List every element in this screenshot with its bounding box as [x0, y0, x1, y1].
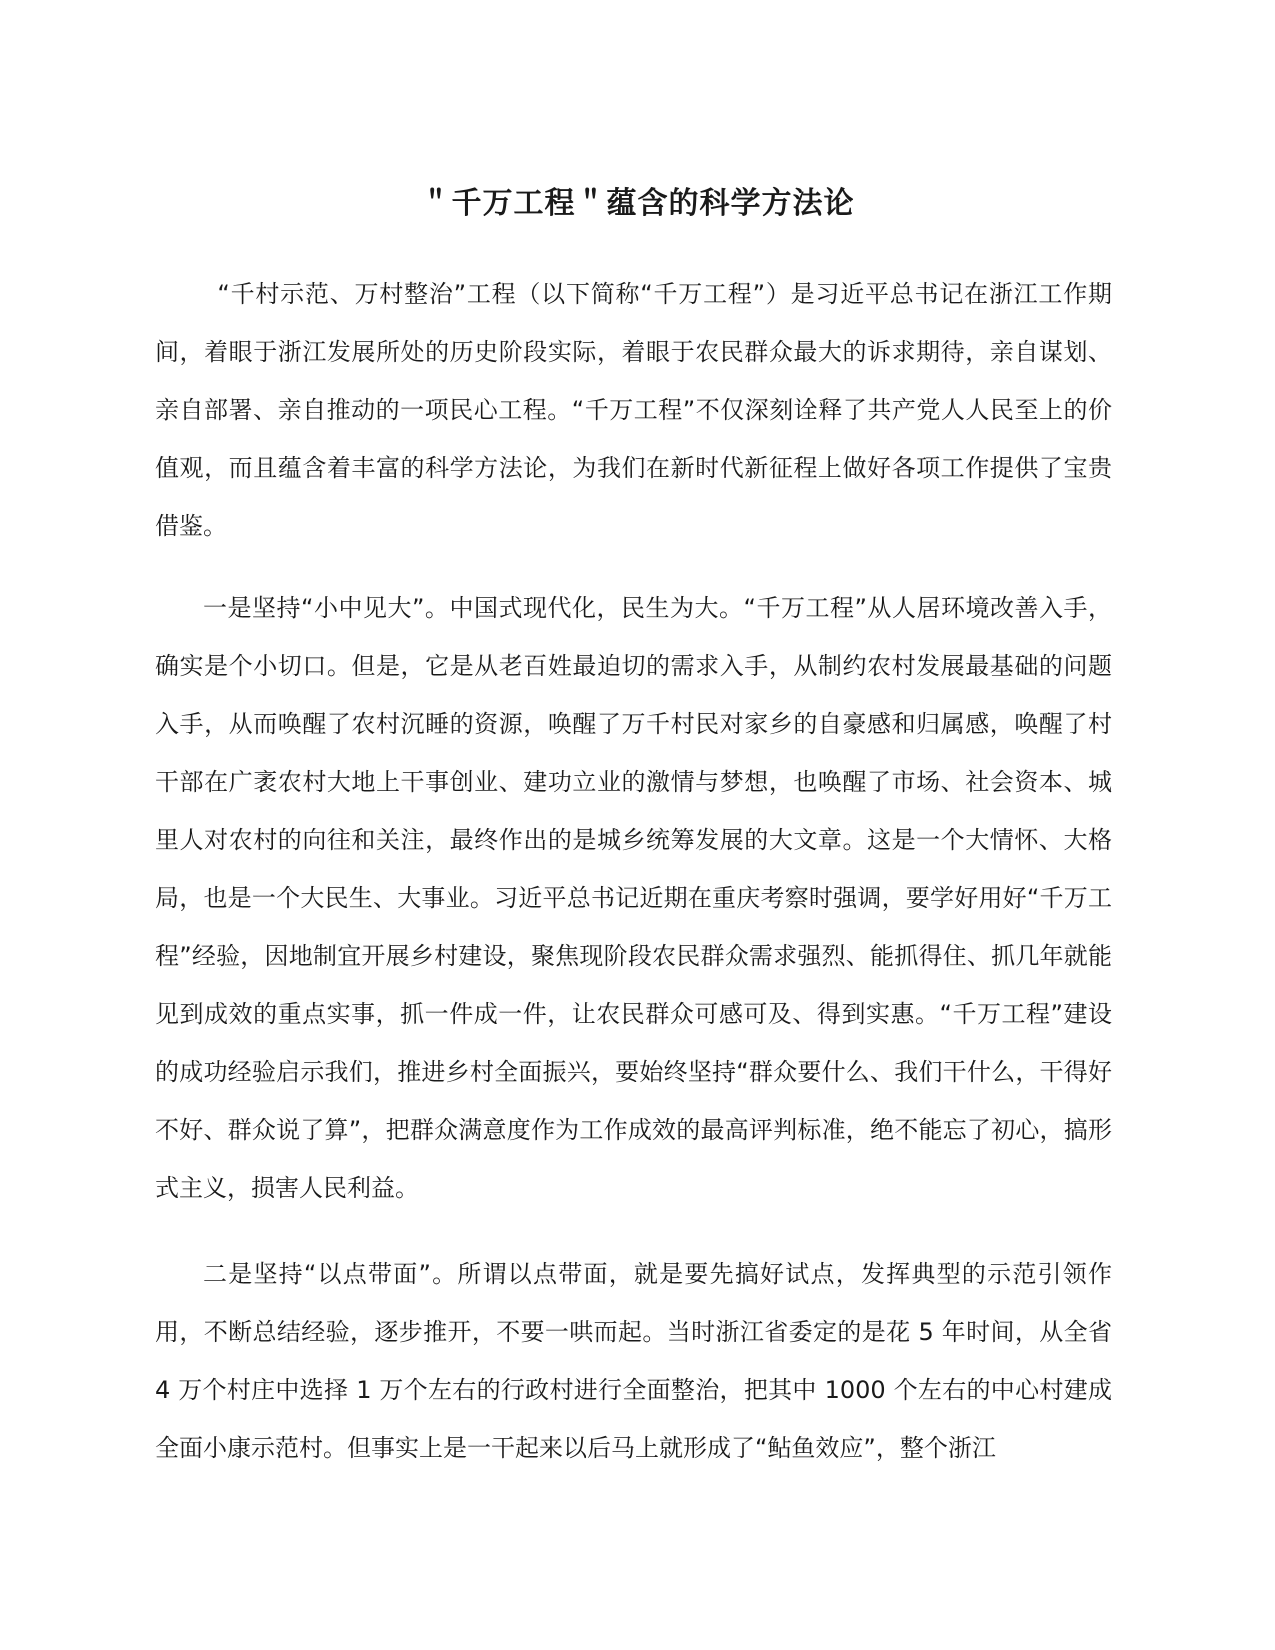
paragraph-point-two: 二是坚持“以点带面”。所谓以点带面，就是要先搞好试点，发挥典型的示范引领作用，不断总结经验，逐步推开，不要一哄而起。当时浙江省委定的是花 5 年时间，从全省 4 万个村庄中选择 1 万个左右的行政村进行全面整治，把其中 1000 个左右的中心村建成全面小康示范村。但事实上是一干起来以后马上就形成了“鲇鱼效应”，整个浙江 — [155, 1260, 1112, 1462]
paragraph-intro: “千村示范、万村整治”工程（以下简称“千万工程”）是习近平总书记在浙江工作期间，着眼于浙江发展所处的历史阶段实际，着眼于农民群众最大的诉求期待，亲自谋划、亲自部署、亲自推动的一项民心工程。“千万工程”不仅深刻诠释了共产党人人民至上的价值观，而且蕴含着丰富的科学方法论，为我们在新时代新征程上做好各项工作提供了宝贵借鉴。 — [155, 280, 1112, 540]
paragraph-point-one: 一是坚持“小中见大”。中国式现代化，民生为大。“千万工程”从人居环境改善入手，确实是个小切口。但是，它是从老百姓最迫切的需求入手，从制约农村发展最基础的问题入手，从而唤醒了农村沉睡的资源，唤醒了万千村民对家乡的自豪感和归属感，唤醒了村干部在广袤农村大地上干事创业、建功立业的激情与梦想，也唤醒了市场、社会资本、城里人对农村的向往和关注，最终作出的是城乡统筹发展的大文章。这是一个大情怀、大格局，也是一个大民生、大事业。习近平总书记近期在重庆考察时强调，要学好用好“千万工程”经验，因地制宜开展乡村建设，聚焦现阶段农民群众需求强烈、能抓得住、抓几年就能见到成效的重点实事，抓一件成一件，让农民群众可感可及、得到实惠。“千万工程”建设的成功经验启示我们，推进乡村全面振兴，要始终坚持“群众要什么、我们干什么，干得好不好、群众说了算”，把群众满意度作为工作成效的最高评判标准，绝不能忘了初心，搞形式主义，损害人民利益。 — [155, 594, 1112, 1202]
document-title: ＂千万工程＂蕴含的科学方法论 — [420, 186, 855, 221]
